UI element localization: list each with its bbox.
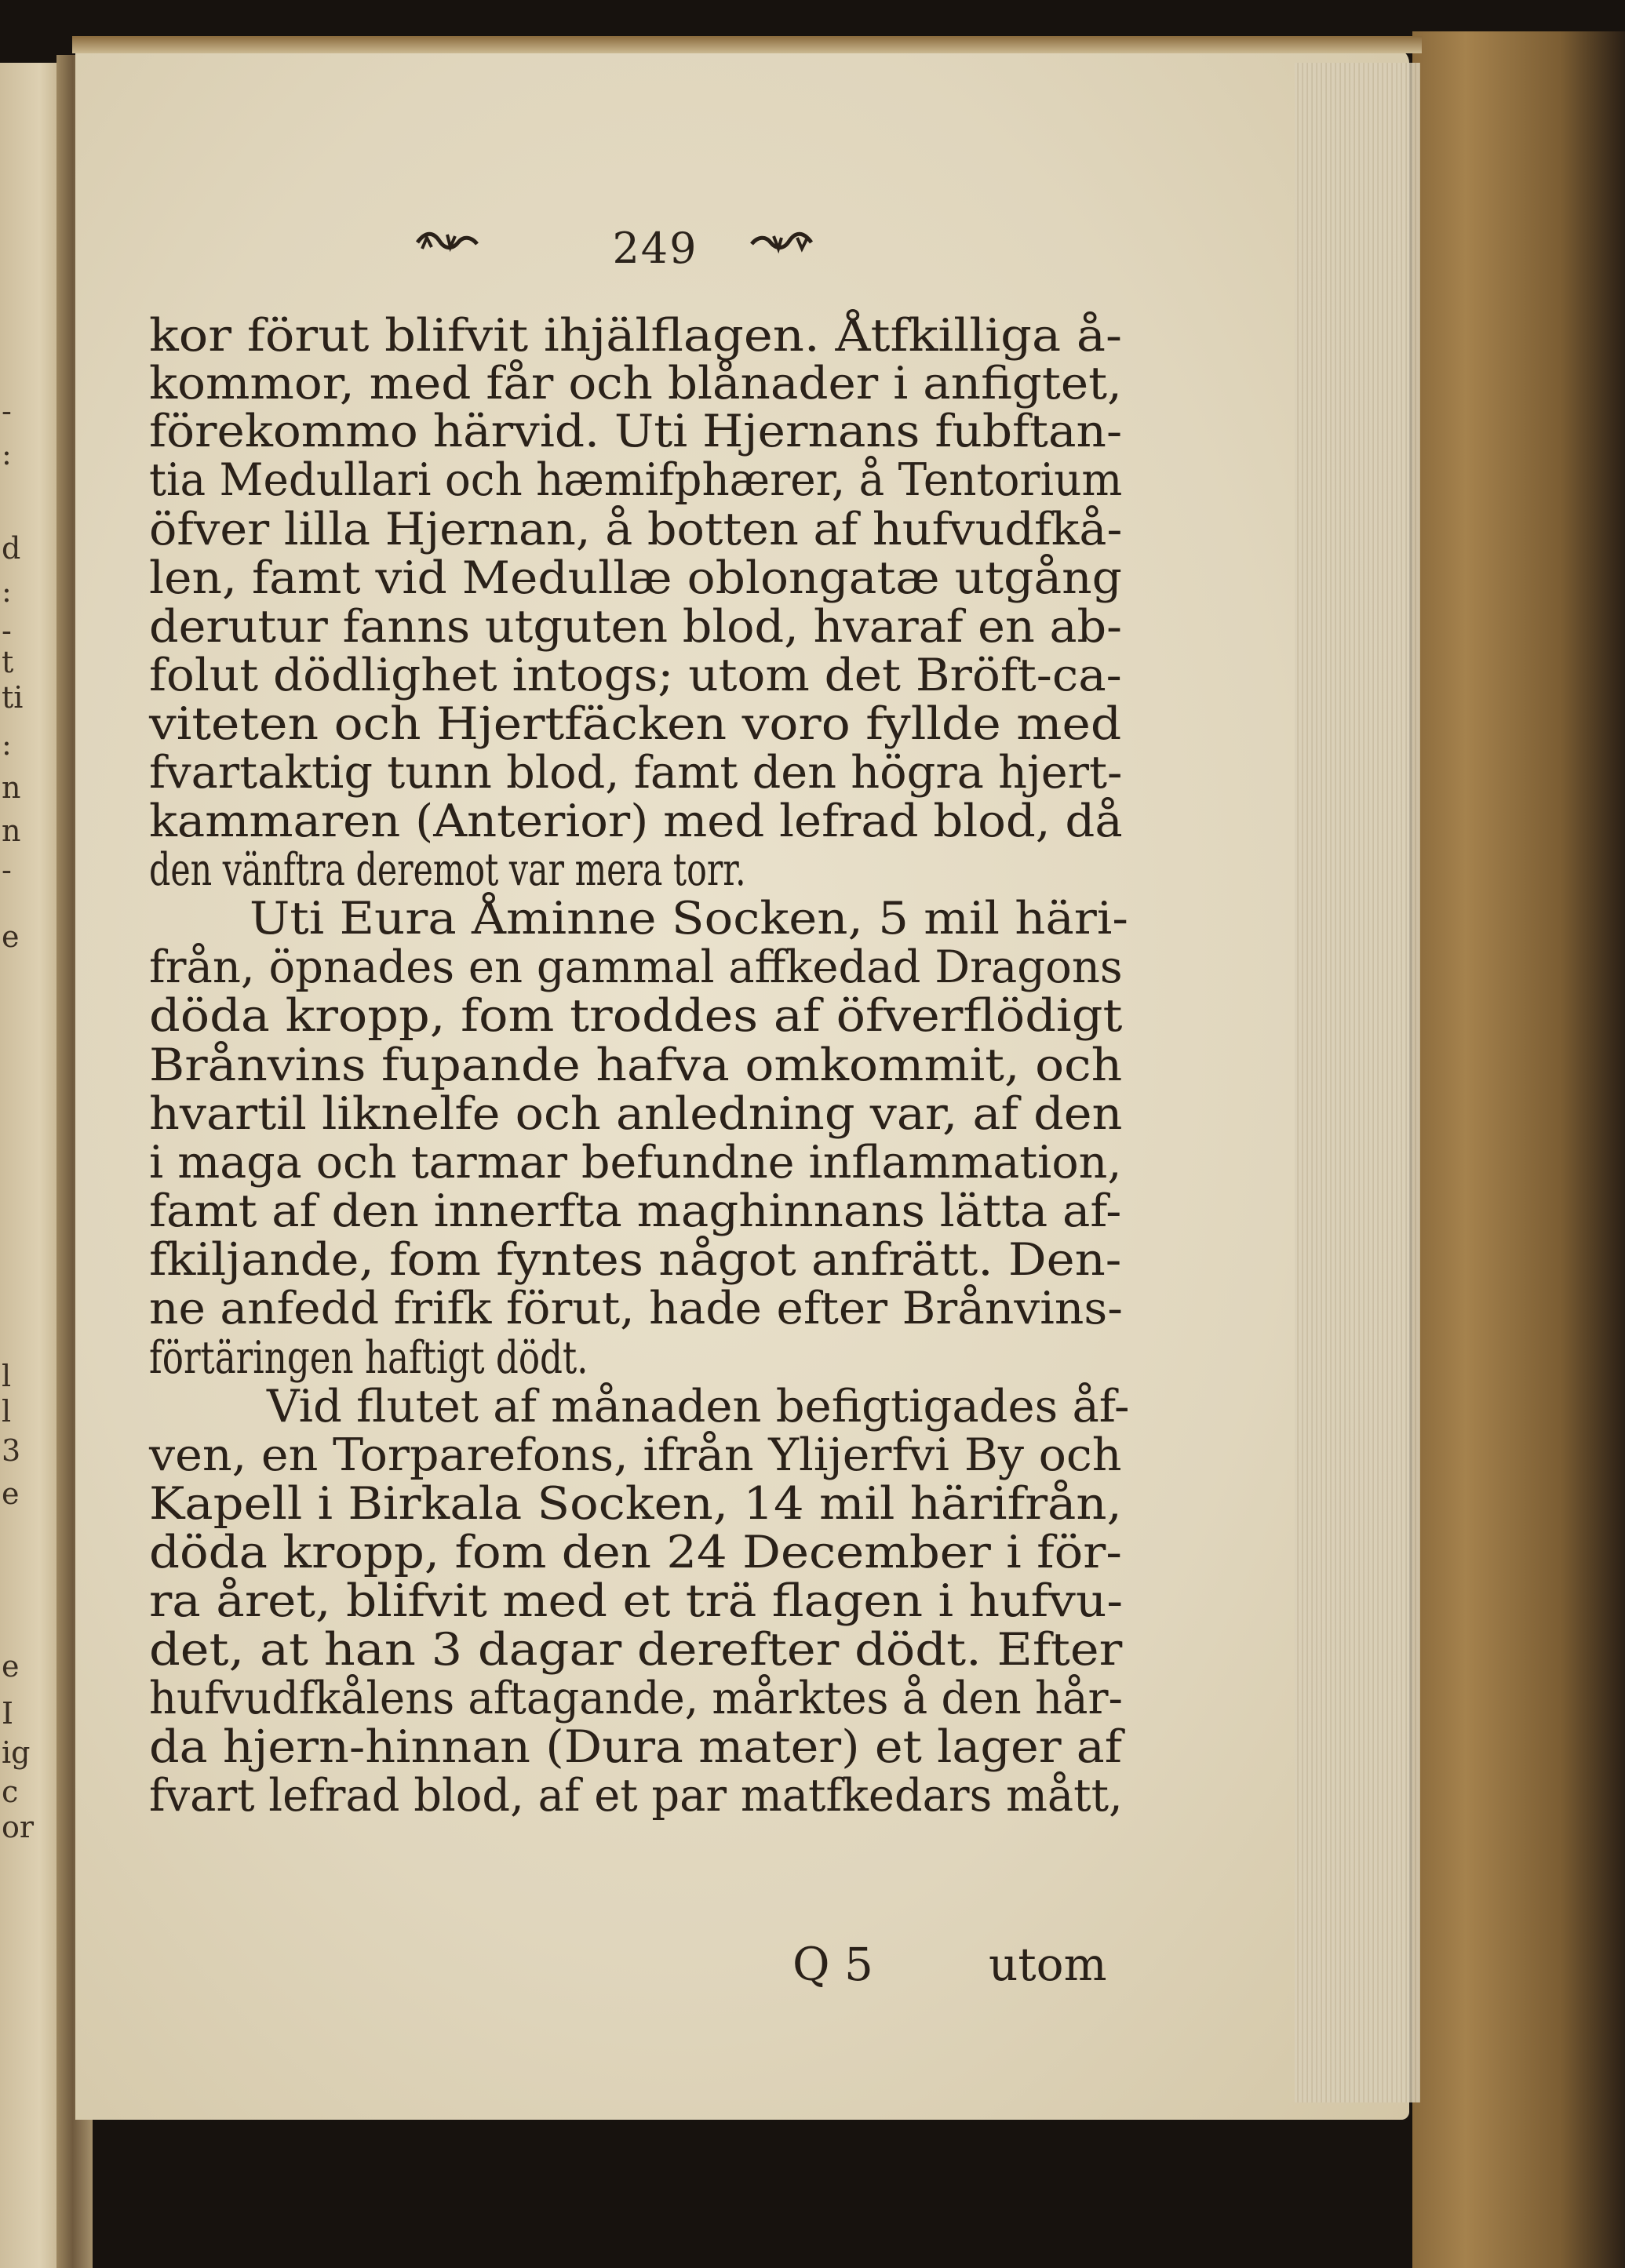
- facing-page-fragment: c: [2, 1775, 19, 1809]
- facing-page-fragment: e: [2, 919, 20, 954]
- page-header: [126, 224, 1146, 286]
- text-line: ra året, blifvit med et trä flagen i hufvu-: [149, 1575, 1124, 1627]
- facing-page-fragment: e: [2, 1476, 20, 1511]
- text-line: Kapell i Birkala Socken, 14 mil härifrån,: [149, 1478, 1122, 1530]
- text-line: ven, en Torparefons, ifrån Ylijerfvi By och: [149, 1429, 1122, 1481]
- facing-page-fragment: d: [2, 531, 21, 566]
- ornament-right-icon: [750, 227, 813, 258]
- text-line: fkiljande, fom fyntes något anfrätt. Den-: [149, 1234, 1122, 1286]
- book-binding: [1412, 31, 1625, 2268]
- facing-page-fragment: :: [2, 727, 12, 762]
- text-line: kommor, med får och blånader i anfigtet,: [149, 358, 1122, 410]
- text-line: hvartil liknelfe och anledning var, af den: [149, 1088, 1123, 1140]
- signature-mark: Q 5: [792, 1938, 873, 1991]
- facing-page-fragment: n: [2, 814, 21, 848]
- page-footer: [792, 1938, 1130, 1993]
- text-line: Uti Eura Åminne Socken, 5 mil häri-: [250, 893, 1128, 945]
- text-line: öfver lilla Hjernan, å botten af hufvudfkå-: [149, 504, 1123, 555]
- page-number: 249: [612, 224, 698, 273]
- facing-page-fragment: I: [2, 1696, 14, 1731]
- text-line: tia Medullari och hæmifphærer, å Tentorium: [149, 454, 1123, 506]
- text-line: i maga och tarmar befundne inflammation,: [149, 1137, 1122, 1189]
- text-line: den vänftra deremot var mera torr.: [149, 844, 746, 896]
- text-line: viteten och Hjertfäcken voro fyllde med: [149, 698, 1122, 750]
- page-top-edge: [72, 36, 1422, 53]
- text-line: från, öpnades en gammal affkedad Dragons: [149, 941, 1123, 993]
- facing-page-fragment: e: [2, 1649, 20, 1684]
- text-line: ne anfedd frifk förut, hade efter Brånvins-: [149, 1283, 1123, 1334]
- text-line: Brånvins fupande hafva omkommit, och: [149, 1039, 1123, 1091]
- facing-page-fragment: l: [2, 1394, 12, 1429]
- text-line: da hjern-hinnan (Dura mater) et lager af: [149, 1721, 1123, 1773]
- text-line: fvart lefrad blod, af et par matfkedars mått,: [149, 1770, 1123, 1822]
- text-line: len, famt vid Medullæ oblongatæ utgång: [149, 552, 1122, 604]
- catchword: utom: [989, 1938, 1107, 1991]
- text-line: folut dödlighet intogs; utom det Bröft-ca-: [149, 650, 1122, 701]
- facing-page-fragment: n: [2, 770, 21, 805]
- facing-page-fragment: :: [2, 574, 12, 609]
- facing-page-fragment: ti: [2, 680, 24, 715]
- text-line: förtäringen haftigt dödt.: [149, 1332, 588, 1384]
- text-line: fvartaktig tunn blod, famt den högra hjert-: [149, 747, 1123, 799]
- text-line: döda kropp, fom den 24 December i för-: [149, 1527, 1122, 1578]
- facing-page-fragment: -: [2, 613, 12, 648]
- facing-page-fragment: t: [2, 645, 14, 679]
- text-line: förekommo härvid. Uti Hjernans fubftan-: [149, 406, 1123, 457]
- text-line: derutur fanns utguten blod, hvaraf en ab-: [149, 601, 1123, 653]
- ornament-left-icon: [416, 227, 479, 258]
- text-line: kor förut blifvit ihjälflagen. Åtfkilliga å-: [149, 310, 1123, 362]
- facing-page-fragment: ig: [2, 1735, 31, 1770]
- text-line: det, at han 3 dagar derefter dödt. Efter: [149, 1624, 1123, 1676]
- text-line: Vid flutet af månaden befigtigades åf-: [267, 1381, 1130, 1433]
- text-line: hufvudfkålens aftagande, mårktes å den hår-: [149, 1673, 1123, 1724]
- page-block-edges: [1295, 63, 1420, 2102]
- facing-page-fragment: or: [2, 1810, 35, 1844]
- facing-page-fragment: -: [2, 853, 12, 887]
- facing-page-fragment: :: [2, 437, 12, 471]
- facing-page-fragment: l: [2, 1359, 12, 1393]
- facing-page-fragment: 3: [2, 1433, 21, 1468]
- text-line: famt af den innerfta maghinnans lätta af-: [149, 1185, 1122, 1237]
- text-line: kammaren (Anterior) med lefrad blod, då: [149, 795, 1123, 847]
- text-line: döda kropp, fom troddes af öfverflödigt: [149, 990, 1123, 1042]
- facing-page-fragment: -: [2, 394, 12, 428]
